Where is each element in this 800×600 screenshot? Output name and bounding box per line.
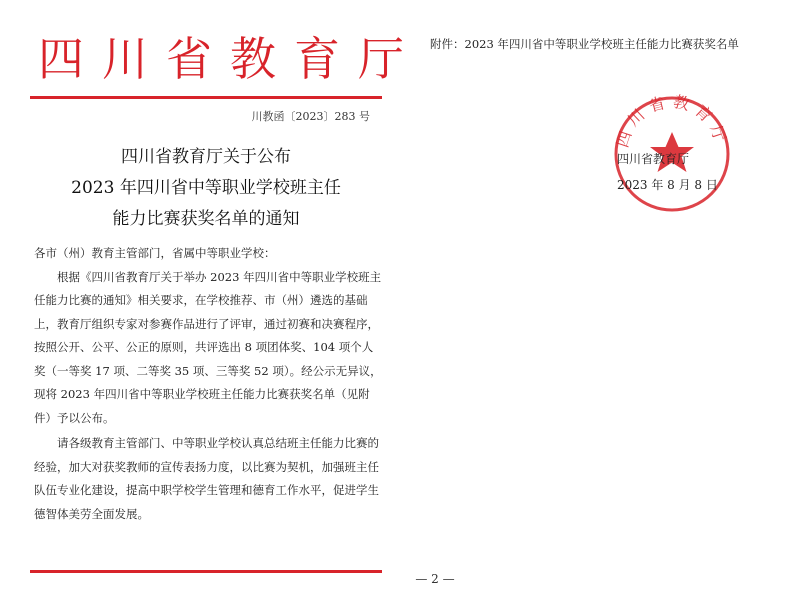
seal-text: 四川省教育厅	[612, 92, 732, 150]
red-rule-bottom	[30, 570, 382, 573]
issuer-name: 四川省教育厅	[617, 152, 690, 166]
title-line-2: 2023 年四川省中等职业学校班主任	[71, 178, 341, 198]
paragraph-2: 请各级教育主管部门、中等职业学校认真总结班主任能力比赛的经验，加大对获奖教师的宣传表扬力度，以比赛为契机，加强班主任队伍专业化建设，提高中职学校学生管理和德育工作水平，促进学生德智体美劳全面发展。	[34, 436, 379, 521]
annex-title: 附件：2023 年四川省中等职业学校班主任能力比赛获奖名单	[430, 37, 739, 51]
document-title	[30, 142, 382, 235]
salutation: 各市（州）教育主管部门，省属中等职业学校：	[34, 246, 276, 260]
title-line-1: 四川省教育厅关于公布	[121, 147, 291, 167]
document-number: 川教函〔2023〕283 号	[251, 110, 370, 123]
document-body	[34, 242, 384, 526]
red-rule-top	[30, 96, 382, 99]
right-page	[410, 0, 800, 600]
issue-date: 2023 年 8 月 8 日	[617, 178, 718, 192]
letterhead-title: 四川省教育厅	[38, 32, 422, 86]
title-line-3: 能力比赛获奖名单的通知	[112, 209, 300, 229]
paragraph-1: 根据《四川省教育厅关于举办 2023 年四川省中等职业学校班主任能力比赛的通知》相关要求，在学校推荐、市（州）遴选的基础上，教育厅组织专家对参赛作品进行了评审，通过初赛和决赛程序，按照公开、公平、公正的原则，共评选出 8 项团体奖、104 项个人奖（一等奖 17 项、二等奖 35 项、三等奖 52 项）。经公示无异议，现将 2023 年四川省中等职业学校班主任能力比赛获奖名单（见附件）予以公布。	[34, 269, 382, 425]
page-number: — 2 —	[415, 572, 455, 586]
